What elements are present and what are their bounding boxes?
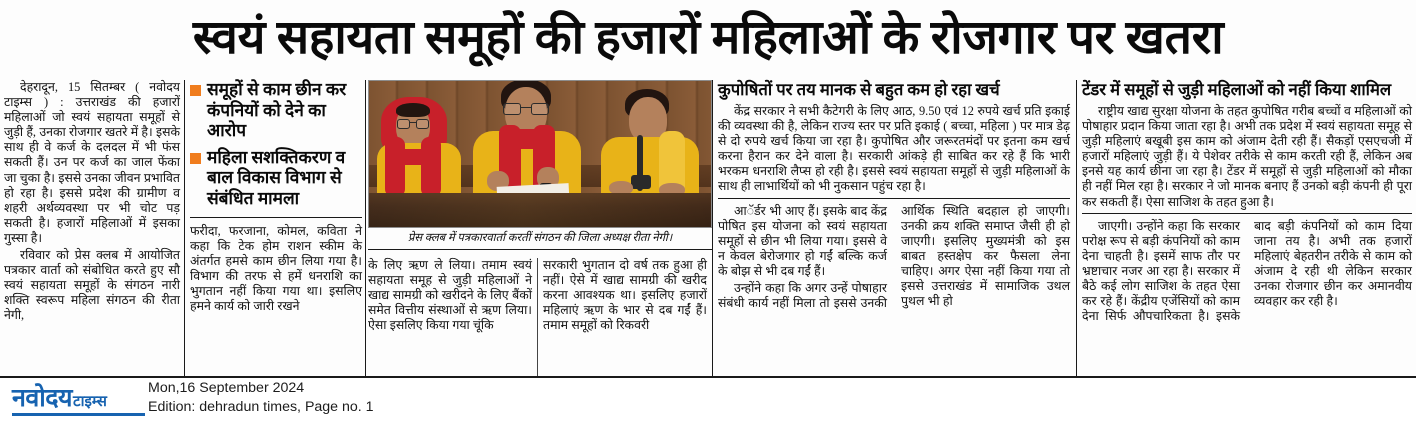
publication-edition: Edition: dehradun times, Page no. 1 xyxy=(148,398,374,415)
section-b-lower-columns xyxy=(1082,219,1412,325)
column-1-paragraph-1: देहरादून, 15 सितम्बर ( नवोदय टाइम्स ) : उत्तराखंड की हजारों महिलाओं जो स्वयं सहायता समूहों से जुड़ी हैं, उनका रोजगार खतरे में है। इसके साथ ही वे कर्ज के दलदल में भी फंस सकती हैं। उन पर कर्ज का जाल फेंका जा चुका है। इससे उनका जीवन प्रभावित हो रहा है। इससे प्रदेश की ग्रामीण व शहरी अर्थव्यवस्था पर भी चोट पड़ सकती है। हजारों महिलाओं में इसका गुस्सा है। xyxy=(4,80,180,245)
column-rule-4 xyxy=(712,80,713,376)
section-a-lower-columns xyxy=(718,204,1070,312)
column-3 xyxy=(368,258,532,335)
square-bullet-icon xyxy=(190,85,201,96)
section-a-lower-paragraph-2: उन्होंने कहा कि अगर उन्हें पोषाहार संबंधी कार्य नहीं मिला तो इससे उनकी आर्थिक स्थिति बदहाल हो जाएगी। उनकी क्रय शक्ति समाप्त जैसी ही हो जाएगी। इसलिए मुख्यमंत्री को इस बाबत हस्तक्षेप कर फैसला लेना चाहिए। अगर ऐसा नहीं किया गया तो इससे उत्तराखंड में सामाजिक उथल पुथल भी हो xyxy=(718,203,1070,311)
square-bullet-icon xyxy=(190,153,201,164)
column-3-paragraph-1: के लिए ऋण ले लिया। तमाम स्वयं सहायता समूह से जुड़ी महिलाओं ने खाद्य सामग्री को खरीदने के लिए बैंकों समेत वित्तीय संस्थाओं से ऋण लिया। ऐसा इसलिए किया गया चूंकि xyxy=(368,258,532,333)
logo-sub-text: टाइम्स xyxy=(73,394,107,410)
section-a-subheadline: कुपोषितों पर तय मानक से बहुत कम हो रहा खर्च xyxy=(718,80,1000,99)
column-2 xyxy=(190,80,362,317)
bullet-item-2 xyxy=(190,148,362,210)
section-b-lower-paragraph-1: जाएगी। उन्होंने कहा कि सरकार परोक्ष रूप से बड़ी कंपनियों को काम देना चाहती है। इसमें साफ तौर पर भ्रष्टाचार नजर आ रहा है। सरकार में बैठे कई लोग साजिश के तहत ऐसा कर रहे हैं। केंद्रीय एजेंसियों को काम देना सिर्फ औपचारिकता है। इसके बाद बड़ी कंपनियों को काम दिया जाना तय है। अभी तक हजारों महिलाएं बेहतरीन तरीके से काम को अंजाम दे रही थी लेकिन सरकार उनका रोजगार छीन कर अमानवीय व्यवहार कर रही है। xyxy=(1082,218,1412,324)
column-2-paragraph-1: फरीदा, फरजाना, कोमल, कविता ने कहा कि टेक होम राशन स्कीम के अंतर्गत हमसे काम छीन लिया गया है। विभाग की तरफ से हमें धनराशि का भुगतान नहीं किया गया था। इसलिए हमने कार्य को जारी रखने xyxy=(190,224,362,314)
section-b-top-paragraph: राष्ट्रीय खाद्य सुरक्षा योजना के तहत कुपोषित गरीब बच्चों व महिलाओं को पोषाहार प्रदान किया जाता रहा है। अभी तक प्रदेश में स्वयं सहायता समूह से जुड़ी महिलाएं बखूबी इस काम को अंजाम देती रही हैं। सैकड़ों एसएचजी में हजारों महिलाएं जुड़ी हैं। ये पेशेवर तरीके से काम करती रही हैं, लेकिन अब इनसे यह कार्य छीना जा रहा है। टेंडर में समूहों से जुड़ी महिलाओं को मौका ही नहीं मिल रहा है। सरकार ने जो मानक बनाए हैं उनको बड़ी कंपनी ही पूरा कर सकती हैं। ऐसा साजिश के तहत हुआ है। xyxy=(1082,104,1412,209)
headline-container xyxy=(0,4,1416,74)
column-rule-5 xyxy=(1076,80,1077,376)
photo-caption: प्रेस क्लब में पत्रकारवार्ता करतीं संगठन की जिला अध्यक्ष रीता नेगी। xyxy=(407,232,673,244)
column-rule-1 xyxy=(184,80,185,376)
press-conference-photo xyxy=(368,80,712,228)
section-a-lower-paragraph-1: आॅर्डर भी आए हैं। इसके बाद केंद्र पोषित इस योजना को स्वयं सहायता समूहों से छीन भी लिया गया। इससे वे न केवल बेरोजगार हो गईं बल्कि कर्ज के बोझ से भी दब गईं हैं। xyxy=(718,203,887,278)
publication-date: Mon,16 September 2024 xyxy=(148,380,305,396)
page-title: स्वयं सहायता समूहों की हजारों महिलाओं के रोजगार पर खतरा xyxy=(192,12,1224,65)
logo-main-text: नवोदय xyxy=(12,385,73,412)
body-region xyxy=(0,80,1416,376)
divider xyxy=(718,198,1070,199)
photo-block xyxy=(368,80,712,256)
bullet-item-2-label: महिला सशक्तिकरण व बाल विकास विभाग से संबंधित मामला xyxy=(207,147,346,208)
section-a-top-paragraph: केंद्र सरकार ने सभी कैटेगरी के लिए आठ, 9.50 एवं 12 रुपये खर्च प्रति इकाई की व्यवस्था की है, लेकिन राज्य स्तर पर प्रति इकाई ( बच्चा, महिला ) पर मात्र डेढ़ से दो रुपये खर्च किया जा रहा है। कुपोषित और जरूरतमंदों पर इतना कम खर्च करना हैरान कर देने वाला है। सरकारी आंकड़े ही साबित कर रहे हैं कि भारी भरकम धनराशि लैप्स हो रही है। इससे स्वयं सहायता समूहों से जुड़ी महिलाओं के साथ ही लाभार्थियों को भी नुकसान पहुंच रहा है। xyxy=(718,104,1070,194)
column-4-paragraph-1: सरकारी भुगतान दो वर्ष तक हुआ ही नहीं। ऐसे में खाद्य सामग्री की खरीद करना आवश्यक था। इसलिए हजारों महिलाएं ऋण के भार से दब गईं हैं। तमाम समूहों को रिकवरी xyxy=(543,258,707,333)
divider xyxy=(1082,213,1412,214)
column-rule-2 xyxy=(365,80,366,376)
navodaya-times-logo xyxy=(12,386,107,411)
column-1-paragraph-2: रविवार को प्रेस क्लब में आयोजित पत्रकार वार्ता को संबोधित करते हुए सौ स्वयं सहायता समूहों के संगठन नारी शक्ति स्वरूप महिला संगठन की रीता नेगी, xyxy=(4,248,180,323)
divider xyxy=(368,249,712,250)
section-b xyxy=(1082,80,1412,324)
highlight-bullet-list xyxy=(190,80,362,209)
footer-divider xyxy=(0,376,1416,378)
footer xyxy=(0,376,1416,421)
publication-meta xyxy=(148,379,374,416)
bullet-item-1 xyxy=(190,80,362,142)
column-rule-3 xyxy=(537,258,538,376)
column-4 xyxy=(543,258,707,335)
person-right xyxy=(601,89,701,195)
bullet-item-1-label: समूहों से काम छीन कर कंपनियों को देने का आरोप xyxy=(207,80,347,140)
person-left xyxy=(377,93,463,193)
column-1 xyxy=(4,80,180,326)
person-center xyxy=(473,80,583,197)
logo-underline xyxy=(12,413,145,416)
section-b-subheadline: टेंडर में समूहों से जुड़ी महिलाओं को नहीं किया शामिल xyxy=(1082,80,1392,99)
section-a xyxy=(718,80,1070,311)
divider xyxy=(190,217,362,218)
photo-table-reflection xyxy=(369,193,711,227)
